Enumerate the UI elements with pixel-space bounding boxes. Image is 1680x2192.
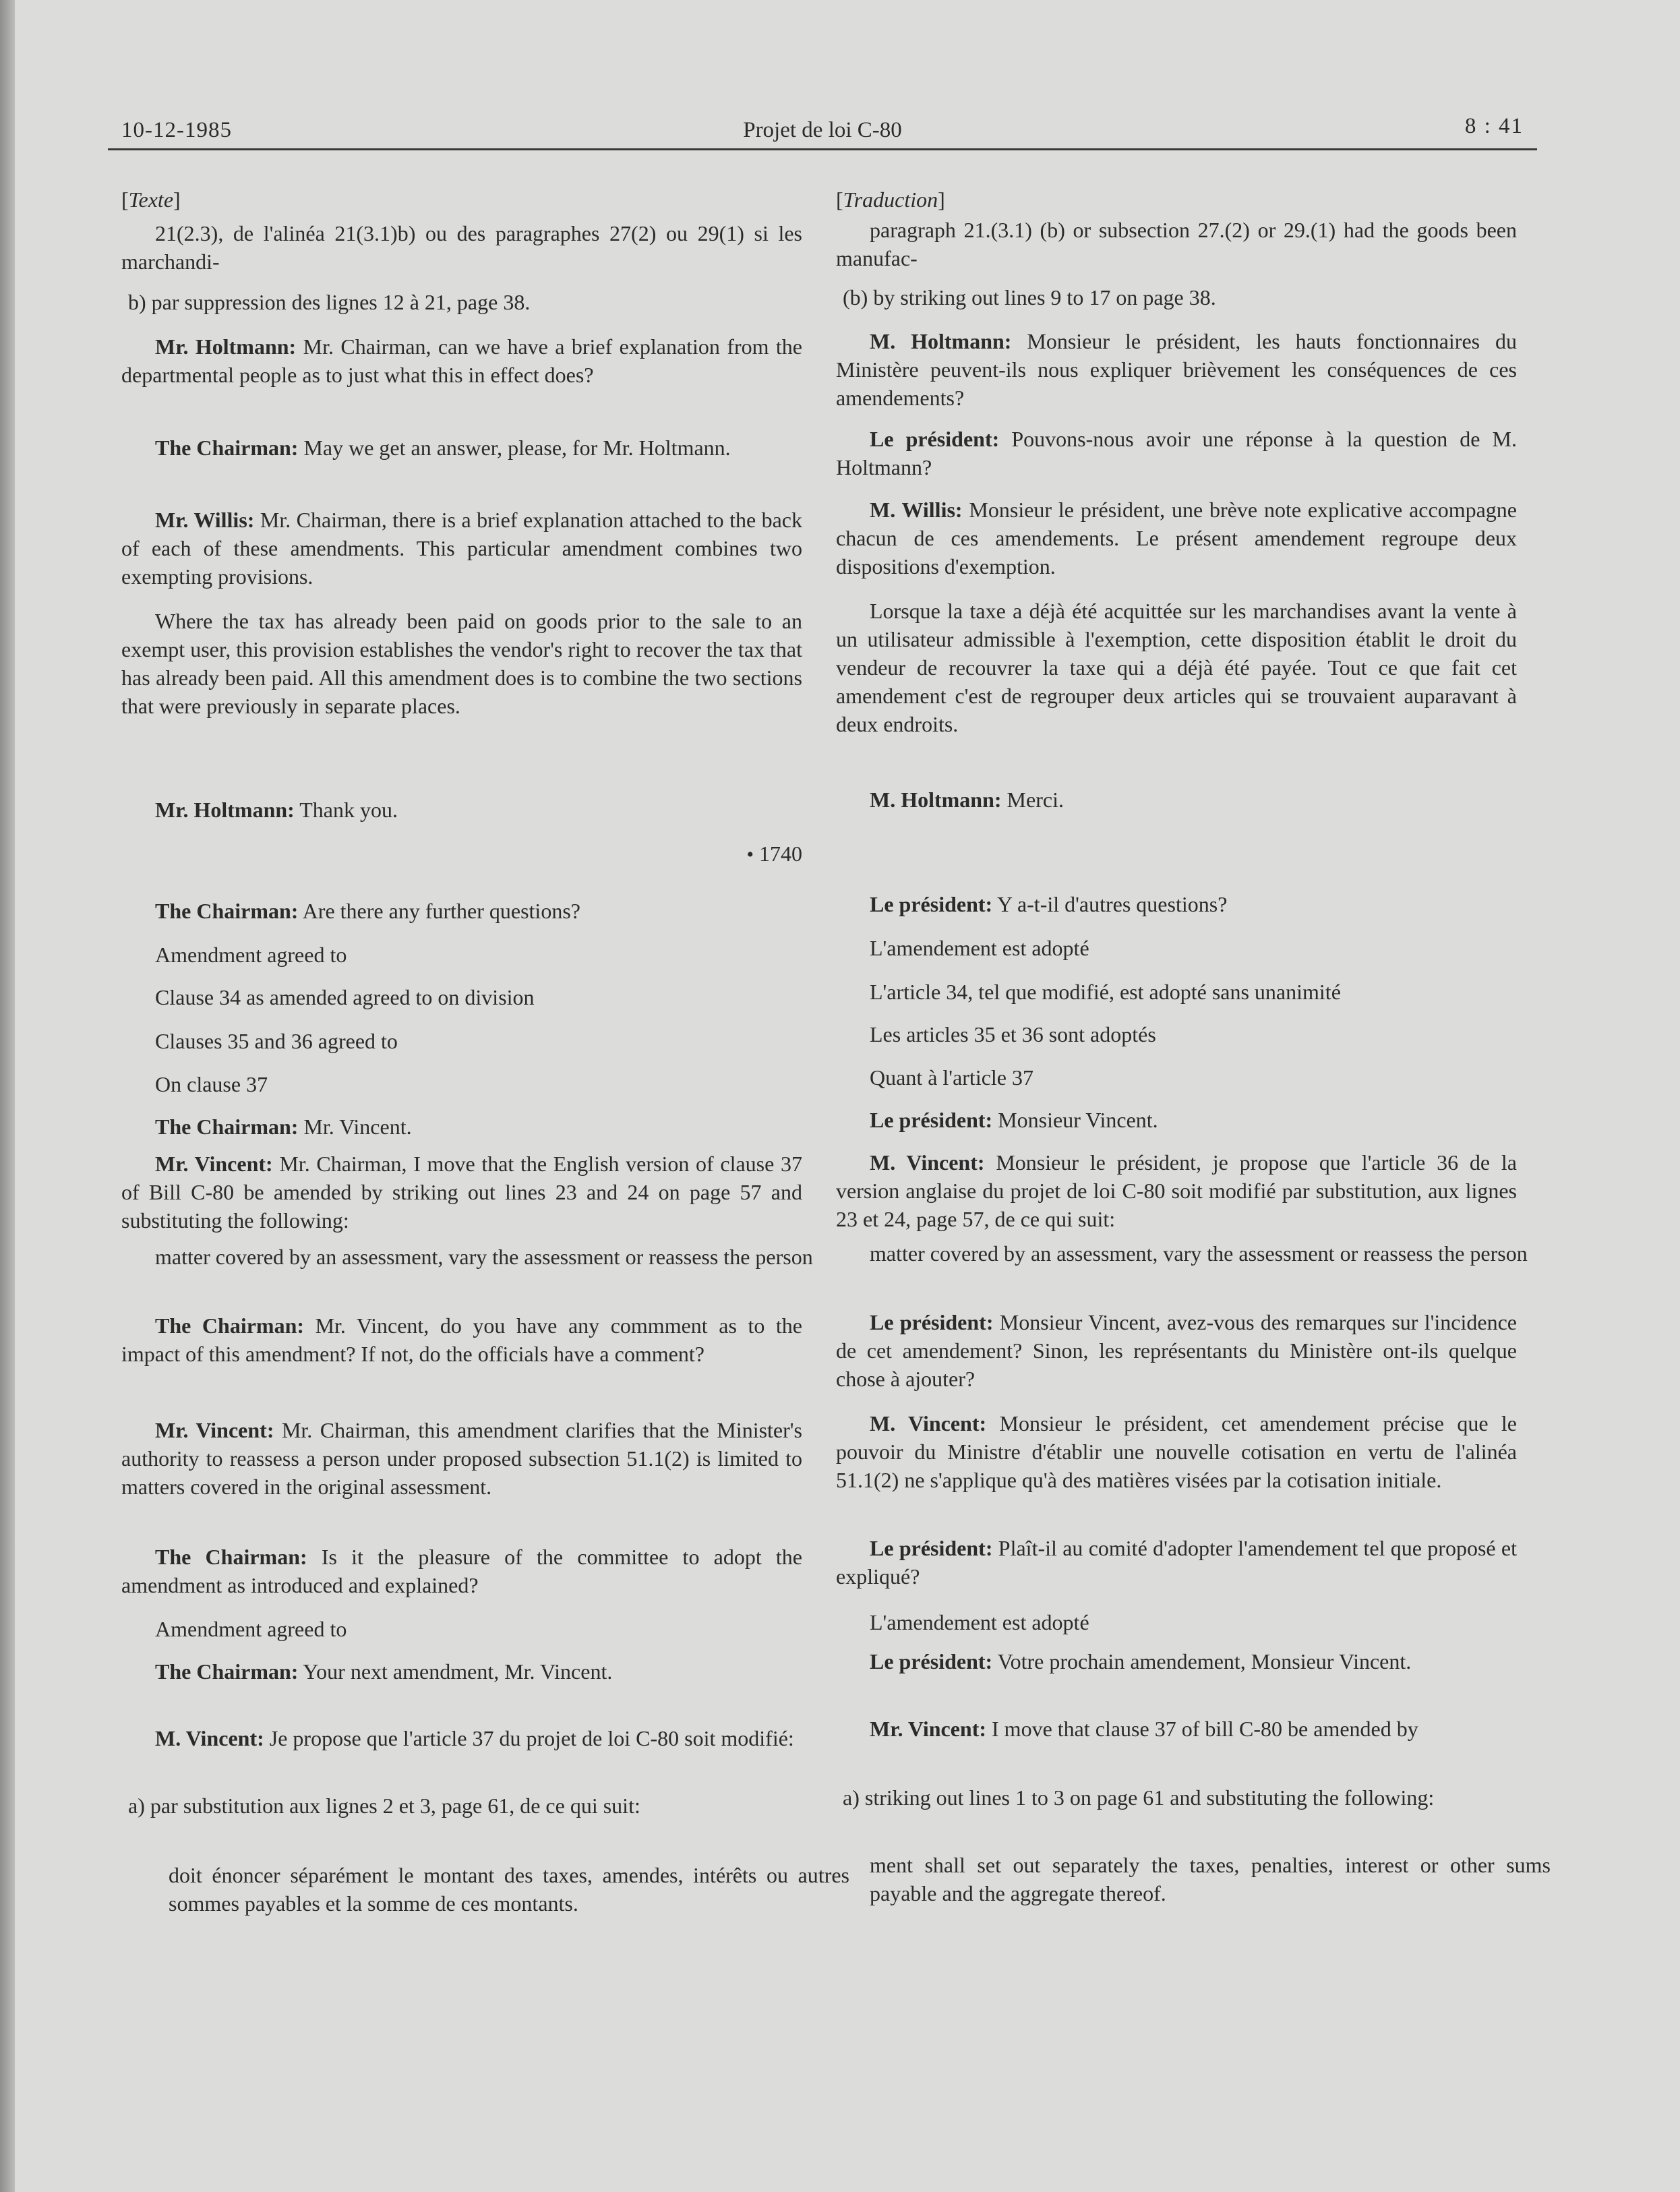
right-art34: L'article 34, tel que modifié, est adopté sans unanimité <box>870 980 1341 1004</box>
right-holtmann2: M. Holtmann: Merci. <box>870 788 1064 812</box>
right-pres2: Le président: Y a-t-il d'autres questions? <box>870 892 1228 916</box>
left-text-tag: [Texte] <box>121 187 181 212</box>
right-vincent2: M. Vincent: Monsieur le président, cet amendement précise que le pouvoir du Ministre d'établir une nouvelle cotisation en vertu de l'alinéa 51.1(2) ne s'applique qu'à des matières visées par la cotisation initiale. <box>836 1411 1517 1492</box>
page-header <box>108 108 1537 150</box>
left-chair5: The Chairman: Is it the pleasure of the committee to adopt the amendment as introduced and explained? <box>121 1545 802 1597</box>
right-art35: Les articles 35 et 36 sont adoptés <box>870 1022 1156 1046</box>
right-quote2: ment shall set out separately the taxes, penalties, interest or other sums payable and the aggregate thereof. <box>870 1853 1551 1905</box>
right-pres4: Le président: Monsieur Vincent, avez-vous des remarques sur l'incidence de cet amendement? Sinon, les représentants du Ministère ont-ils quelque chose à ajouter? <box>836 1310 1518 1391</box>
left-quote2: doit énoncer séparément le montant des taxes, amendes, intérêts ou autres sommes payables et la somme de ces montants. <box>169 1863 849 1916</box>
right-vincent1: M. Vincent: Monsieur le président, je propose que l'article 36 de la version anglaise du projet de loi C-80 soit modifié par substitution, aux lignes 23 et 24, page 57, de ce qui suit: <box>836 1150 1518 1231</box>
left-holtmann2: Mr. Holtmann: Thank you. <box>155 798 398 822</box>
left-chair4: The Chairman: Mr. Vincent, do you have any commment as to the impact of this amendment? If not, do the officials have a comment? <box>121 1313 802 1366</box>
timestamp-bullet: • <box>746 843 754 866</box>
header-date: 10-12-1985 <box>121 118 232 142</box>
left-chair6: The Chairman: Your next amendment, Mr. Vincent. <box>155 1659 613 1684</box>
right-vincent3: Mr. Vincent: I move that clause 37 of bill C-80 be amended by <box>870 1717 1418 1741</box>
right-pres1: Le président: Pouvons-nous avoir une réponse à la question de M. Holtmann? <box>836 427 1518 479</box>
left-p2: b) par suppression des lignes 12 à 21, page 38. <box>128 290 531 314</box>
right-pres3: Le président: Monsieur Vincent. <box>870 1108 1158 1132</box>
right-translation-tag: [Traduction] <box>836 187 945 212</box>
left-clauses35: Clauses 35 and 36 agreed to <box>155 1029 398 1053</box>
left-holtmann1: Mr. Holtmann: Mr. Chairman, can we have a brief explanation from the departmental people as to just what this in effect does? <box>121 334 803 387</box>
left-willis: Mr. Willis: Mr. Chairman, there is a brief explanation attached to the back of each of these amendments. This particular amendment combines two exempting provisions. <box>121 508 803 589</box>
header-page-number: 8 : 41 <box>1464 114 1524 138</box>
right-p2: (b) by striking out lines 9 to 17 on page 38. <box>843 285 1216 309</box>
right-pres5: Le président: Plaît-il au comité d'adopter l'amendement tel que proposé et expliqué? <box>836 1536 1518 1589</box>
left-onclause37: On clause 37 <box>155 1072 268 1096</box>
right-adopted1: L'amendement est adopté <box>870 936 1089 960</box>
right-willis: M. Willis: Monsieur le président, une brève note explicative accompagne chacun de ces amendements. Le présent amendement regroupe deux dispositions d'exemption. <box>836 498 1517 579</box>
left-timestamp: • 1740 <box>746 841 802 866</box>
left-agreed2: Amendment agreed to <box>155 1617 347 1641</box>
header-title: Projet de loi C-80 <box>743 118 902 142</box>
left-willis2: Where the tax has already been paid on goods prior to the sale to an exempt user, this provision establishes the vendor's right to recover the tax that has already been paid. All this amendment does is to combine the two sections that were previously in separate places. <box>121 609 802 718</box>
right-striking: a) striking out lines 1 to 3 on page 61 and substituting the following: <box>843 1785 1435 1810</box>
left-subst: a) par substitution aux lignes 2 et 3, page 61, de ce qui suit: <box>128 1794 640 1818</box>
left-chair1: The Chairman: May we get an answer, please, for Mr. Holtmann. <box>155 436 731 460</box>
left-p1: 21(2.3), de l'alinéa 21(3.1)b) ou des paragraphes 27(2) ou 29(1) si les marchandi- <box>121 221 802 274</box>
right-holtmann1: M. Holtmann: Monsieur le président, les hauts fonctionnaires du Ministère peuvent-ils nous expliquer brièvement les conséquences de ces amendements? <box>836 329 1518 410</box>
left-chair3: The Chairman: Mr. Vincent. <box>155 1115 412 1139</box>
right-p1: paragraph 21.(3.1) (b) or subsection 27.(2) or 29.(1) had the goods been manufac- <box>836 218 1517 270</box>
right-tag-word: Traduction <box>843 187 938 212</box>
left-chair2: The Chairman: Are there any further questions? <box>155 899 580 923</box>
left-quote1: matter covered by an assessment, vary the assessment or reassess the person <box>155 1245 813 1269</box>
right-quant37: Quant à l'article 37 <box>870 1065 1033 1090</box>
left-tag-word: Texte <box>128 187 174 212</box>
right-pres6: Le président: Votre prochain amendement, Monsieur Vincent. <box>870 1649 1412 1673</box>
right-willis2: Lorsque la taxe a déjà été acquittée sur les marchandises avant la vente à un utilisateur admissible à l'exemption, cette disposition établit le droit du vendeur de recouvrer la taxe qui a déjà été payée. Tout ce que fait cet amendement c'est de regrouper deux articles qui se trouvaient auparavant à deux endroits. <box>836 599 1517 736</box>
right-quote1: matter covered by an assessment, vary the assessment or reassess the person <box>870 1241 1528 1266</box>
page-edge-shadow <box>0 0 15 2192</box>
left-agreed1: Amendment agreed to <box>155 943 347 967</box>
left-vincent1: Mr. Vincent: Mr. Chairman, I move that the English version of clause 37 of Bill C-80 be amended by striking out lines 23 and 24 on page 57 and substituting the following: <box>121 1152 803 1233</box>
left-vincent2: Mr. Vincent: Mr. Chairman, this amendment clarifies that the Minister's authority to reassess a person under proposed subsection 51.1(2) is limited to matters covered in the original assessment. <box>121 1418 803 1499</box>
right-adopted2: L'amendement est adopté <box>870 1610 1089 1634</box>
left-vincent3: M. Vincent: Je propose que l'article 37 du projet de loi C-80 soit modifié: <box>155 1726 794 1750</box>
left-clause34: Clause 34 as amended agreed to on division <box>155 985 535 1009</box>
